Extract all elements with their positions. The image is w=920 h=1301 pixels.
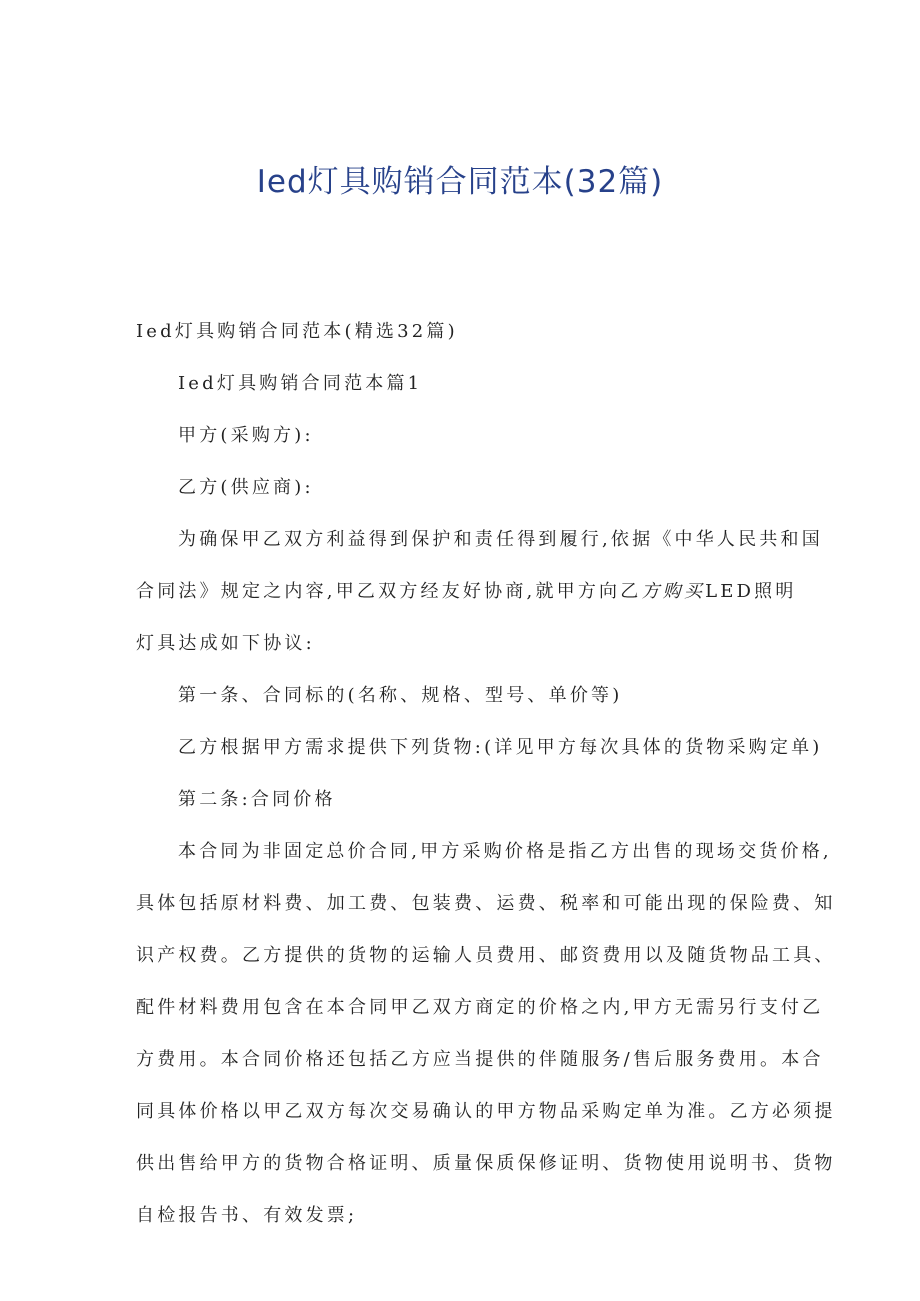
paragraph-line: 自检报告书、有效发票; — [136, 1205, 358, 1226]
paragraph-line: 灯具达成如下协议: — [136, 633, 315, 654]
article-heading: 第二条:合同价格 — [178, 789, 336, 810]
party-b-line: 乙方(供应商): — [178, 477, 314, 498]
paragraph-line: 乙方根据甲方需求提供下列货物:(详见甲方每次具体的货物采购定单) — [178, 737, 823, 758]
paragraph-line: 配件材料费用包含在本合同甲乙双方商定的价格之内,甲方无需另行支付乙 — [136, 997, 824, 1018]
article-heading: 第一条、合同标的(名称、规格、型号、单价等) — [178, 685, 623, 706]
paragraph-line: 本合同为非固定总价合同,甲方采购价格是指乙方出售的现场交货价格, — [178, 841, 832, 862]
section-heading: Ied灯具购销合同范本篇1 — [178, 373, 423, 394]
document-body — [136, 306, 836, 1242]
paragraph-text: 合同法》规定之内容,甲乙双方经友好协商,就甲方向乙 — [136, 581, 642, 602]
paragraph-text: LED照明 — [705, 581, 797, 602]
paragraph-line: 为确保甲乙双方利益得到保护和责任得到履行,依据《中华人民共和国 — [178, 529, 823, 550]
paragraph-line: 方费用。本合同价格还包括乙方应当提供的伴随服务/售后服务费用。本合 — [136, 1049, 824, 1070]
party-a-line: 甲方(采购方): — [178, 425, 314, 446]
paragraph-line: 识产权费。乙方提供的货物的运输人员费用、邮资费用以及随货物品工具、 — [136, 945, 836, 966]
subtitle-line: Ied灯具购销合同范本(精选32篇) — [136, 321, 458, 342]
italic-text: 方购买 — [641, 581, 706, 602]
paragraph-line: 具体包括原材料费、加工费、包装费、运费、税率和可能出现的保险费、知 — [136, 893, 836, 914]
paragraph-line — [136, 566, 796, 618]
document-title: Ied灯具购销合同范本(32篇) — [256, 164, 664, 200]
paragraph-line: 同具体价格以甲乙双方每次交易确认的甲方物品采购定单为准。乙方必须提 — [136, 1101, 836, 1122]
paragraph-line: 供出售给甲方的货物合格证明、质量保质保修证明、货物使用说明书、货物 — [136, 1153, 836, 1174]
